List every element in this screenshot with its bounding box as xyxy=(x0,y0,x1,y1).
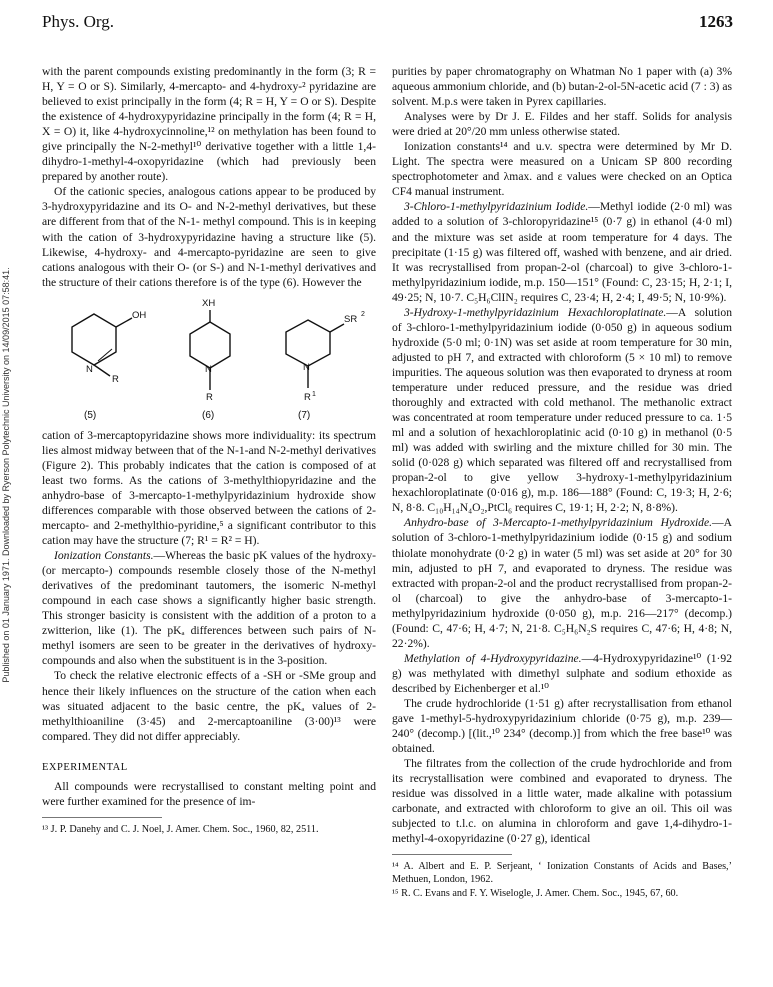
footnote-rule xyxy=(42,817,162,818)
structure-7 xyxy=(268,294,368,424)
paragraph-body: —A solution of 3-chloro-1-methylpyridazinium iodide (0·050 g) in aqueous sodium hydroxide (5·0 ml; 0·1N) was set aside at room temperature for 30 min, adjusted to pH 7, and extracted with chloroform (5 × 10 ml) to remove impurities. The aqueous solution was then evaporated to dryness at room temperature under reduced pressure, and the residue was dried thoroughly and extracted with cold methanol. The methanolic extract was concentrated at room temperature under reduced pressure to ca. 1·5 ml and a solution of hexachloroplatinic acid (0·10 g) in methanol (0·5 ml) was added with swirling and the mixture chilled for 30 min. The solid (0·028 g) which separated was filtered off and recrystallised from propan-2-ol to give yellow 3-hydroxy-1-methylpyridazinium hexachloroplatinate (0·016 g), m.p. 186—188° (Found: C, 19·3; H, 2·6; N, 8·8. C₁₀H₁₄N₄O₂,PtCl₆ requires C, 19·1; H, 2·2; N, 8·8%). xyxy=(392,305,732,515)
paragraph-body: —A solution of 3-chloro-1-methylpyridazinium iodide (0·15 g) and sodium thiolate monohydrate (0·2 g) in water (5 ml) was set aside at 20° for 30 min, adjusted to pH 7, and evaporated to dryness. The residue was extracted with propan-2-ol and the product recrystallised from propan-2-ol (charcoal) to give the anhydro-base of 3-mercapto-1-methylpyridazinium hydroxide (0·050 g), m.p. 216—217° (decomp.) (Found: C, 47·6; H, 4·7; N, 21·8. C₅H₆N₂S requires C, 47·6; H, 4·8; N, 22·2%). xyxy=(392,516,732,650)
footnote: ¹³ J. P. Danehy and C. J. Noel, J. Amer. Chem. Soc., 1960, 82, 2511. xyxy=(42,823,319,835)
paragraph-title: 3-Hydroxy-1-methylpyridazinium Hexachloroplatinate. xyxy=(404,305,667,319)
paragraph xyxy=(392,515,732,650)
nitrogen-label: N xyxy=(86,363,93,375)
r-group-label: R xyxy=(206,391,213,403)
download-notice: Published on 01 January 1971. Downloaded by Ryerson Polytechnic University on 14/09/2015 07:58:41. xyxy=(1,267,11,683)
paragraph-body: —Whereas the basic pK values of the hydroxy- (or mercapto-) compounds resemble closely those of the N-methyl derivatives of the predominant tautomers, the isomeric N-methyl compound in each case shows a significantly higher basic strength. This stronger basicity is consistent with the addition of a proton to a zwitterion, like (1). The pKₐ differences between such pairs of N-methyl isomers are seen to be greater in the derivatives of hydroxy-compounds and also when the substituent is in the 3-position. xyxy=(42,549,376,668)
structure-6 xyxy=(160,294,260,424)
structure-5 xyxy=(54,294,154,424)
footnote: ¹⁵ R. C. Evans and F. Y. Wiselogle, J. Amer. Chem. Soc., 1945, 67, 60. xyxy=(392,888,679,900)
paragraph: Ionization constants¹⁴ and u.v. spectra were determined by Mr D. Light. The spectra were measured on a Unicam SP 800 recording spectrophotometer and λmax. and ε values were checked on an Optica CF4 manual instrument. xyxy=(392,140,732,199)
substituent-label: SR xyxy=(344,313,358,325)
r-group-label: R xyxy=(112,373,119,385)
paragraph xyxy=(392,305,732,516)
top-substituent-label: XH xyxy=(202,297,216,309)
paragraph: All compounds were recrystallised to constant melting point and were further examined for the presence of im- xyxy=(42,779,376,808)
paragraph-title: Anhydro-base of 3-Mercapto-1-methylpyridazinium Hydroxide. xyxy=(404,516,713,530)
paragraph xyxy=(392,651,732,696)
structure-caption: (7) xyxy=(298,409,311,421)
substituent-label: OH xyxy=(132,309,147,321)
paragraph: The filtrates from the collection of the crude hydrochloride and from its recrystallisation were combined and evaporated to dryness. The residue was dissolved in a little water, made alkaline with potassium carbonate, and extracted with chloroform to give an oil. This oil was subjected to t.l.c. on alumina in chloroform and gave 1,4-dihydro-1-methyl-4-oxopyridazine (0·27 g), identical xyxy=(392,757,732,846)
structure-figures xyxy=(42,294,376,424)
journal-title: Phys. Org. xyxy=(42,12,114,31)
structure-caption: (5) xyxy=(84,409,97,421)
paragraph: Of the cationic species, analogous cations appear to be produced by 3-hydroxypyridazine and its O- and N-2-methyl derivatives, but these are different from that of the N-1- methyl compound. This is in keeping with the cation of 3-hydroxypyridazine having a structure like (5). Likewise, 4-hydroxy- and 4-mercapto-pyridazine are seen to give cations analogous with their O- (or S-) and N-1-methyl derivatives and the structure of their cations therefore is of the type (6). However the xyxy=(42,185,376,289)
superscript-1: 1 xyxy=(312,390,316,398)
download-sidebar xyxy=(0,0,14,987)
nitrogen-label: N xyxy=(205,363,212,375)
paragraph-body: —Methyl iodide (2·0 ml) was added to a solution of 3-chloropyridazine¹⁵ (0·7 g) in ethanol (4·0 ml) and the mixture was set aside at room temperature for 4 days. The precipitate (1·15 g) was filtered off, washed with benzene, and air dried. It was recrystallised from propan-2-ol (charcoal) to give 3-chloro-1-methylpyridazinium iodide, m.p. 150—151° (Found: C, 23·15; H, 2·1; I, 49·25; N, 10·7. C₅H₆ClIN₂ requires C, 23·4; H, 2·4; I, 49·5; N, 10·9%). xyxy=(392,200,732,304)
page-number: 1263 xyxy=(699,12,733,31)
footnote-rule xyxy=(392,854,512,855)
paragraph: purities by paper chromatography on Whatman No 1 paper with (a) 3% aqueous ammonium chloride, and (b) butan-2-ol-5N-acetic acid (7 : 3) as solvent. M.p.s were taken in Pyrex capillaries. xyxy=(392,65,732,109)
section-heading: EXPERIMENTAL xyxy=(42,761,128,773)
right-column xyxy=(392,64,732,901)
paragraph xyxy=(42,548,376,668)
paragraph xyxy=(392,199,732,304)
paragraph: Analyses were by Dr J. E. Fildes and her staff. Solids for analysis were dried at 20°/20 mm unless otherwise stated. xyxy=(392,110,732,139)
footnote: ¹⁴ A. Albert and E. P. Serjeant, ‘ Ionization Constants of Acids and Bases,’ Methuen, London, 1962. xyxy=(392,861,732,885)
superscript-2: 2 xyxy=(361,310,365,318)
paragraph-title: Ionization Constants. xyxy=(54,549,154,563)
r-group-label: R xyxy=(304,391,311,403)
left-column xyxy=(42,64,376,836)
paragraph-body: —4-Hydroxypyridazine¹⁰ (1·92 g) was methylated with dimethyl sulphate and sodium ethoxide as described by Eichenberger et al.¹⁰ xyxy=(392,651,732,695)
paragraph: The crude hydrochloride (1·51 g) after recrystallisation from ethanol gave 1-methyl-5-hydroxypyridazinium chloride (0·75 g), m.p. 239—240° (decomp.) [(lit.,¹⁰ 234° (decomp.)] from which the free base¹⁰ was obtained. xyxy=(392,696,732,756)
paragraph: To check the relative electronic effects of a -SH or -SMe group and hence their likely influences on the structure of the cation when each was situated adjacent to the basic centre, the pKₐ values of 2-methylthioaniline (3·45) and 2-mercaptoaniline (3·00)¹³ were compared. They did not differ appreciably. xyxy=(42,669,376,743)
structure-caption: (6) xyxy=(202,409,215,421)
paragraph: with the parent compounds existing predominantly in the form (3; R = H, Y = O or S). Similarly, 4-mercapto- and 4-hydroxy-² pyridazine are believed to exist principally in the form (4; R = H, Y = O or S). Despite the existence of 4-hydroxypyridazine principally in the form (4; R = H, X = O) it, like 4-hydroxycinnoline,¹² on methylation has been found to give principally the N-2-methyl¹⁰ derivative together with a little 1,4-dihydro-1-methyl-4-oxopyridazine (which had previously been prepared by another route). xyxy=(42,65,376,184)
paragraph: cation of 3-mercaptopyridazine shows more individuality: its spectrum lies almost midway between that of the N-1-and N-2-methyl derivatives (Figure 2). This probably indicates that the cation is composed of at least two forms. As the cations of 3-methylthiopyridazine and the anhydro-base of 3-mercapto-1-methylpyridazinium hydroxide show differences comparable with those observed between the cations of 2-mercapto- and 2-methylthio-pyridine,⁵ a significant contributor to this cation may have the structure (7; R¹ = R² = H). xyxy=(42,428,376,548)
paragraph-title: Methylation of 4-Hydroxypyridazine. xyxy=(404,651,582,665)
paragraph-title: 3-Chloro-1-methylpyridazinium Iodide. xyxy=(404,200,589,214)
nitrogen-label: N xyxy=(303,361,310,373)
